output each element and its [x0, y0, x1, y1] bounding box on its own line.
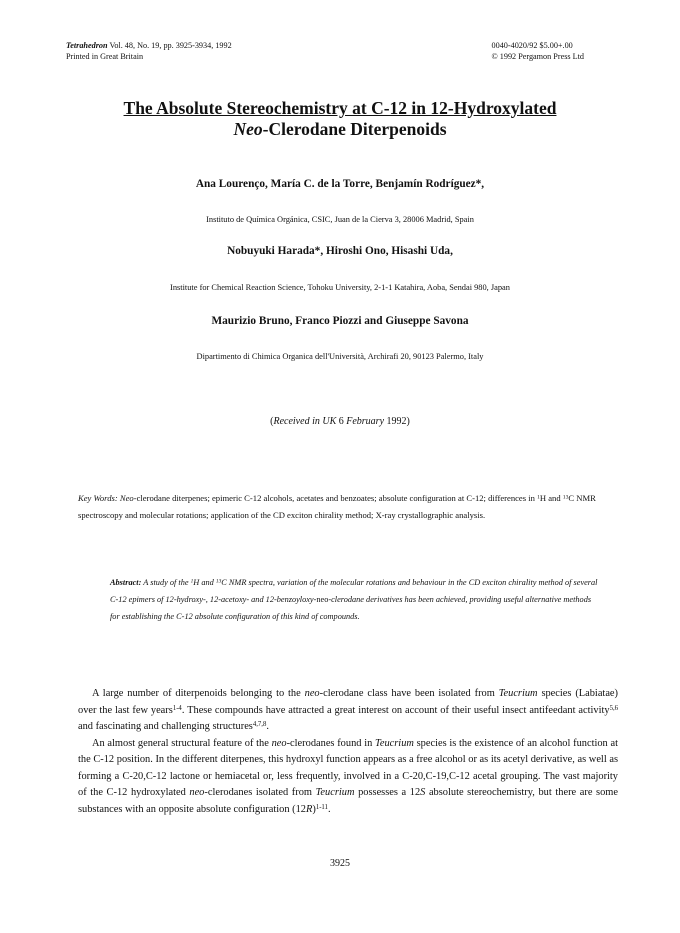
copyright-notice: © 1992 Pergamon Press Ltd [491, 52, 584, 61]
author-group-3: Maurizio Bruno, Franco Piozzi and Giuseppe Savona [211, 315, 469, 327]
keywords: Key Words: Neo-clerodane diterpenes; epimeric C-12 alcohols, acetates and benzoates; absolute configuration at C-12; differences in $^1$H and $^{13}$C NMR spectroscopy and molecular rotations; application of the CD exciton chirality method; X-ray crystallographic analysis. [78, 493, 596, 520]
affiliation-1: Instituto de Química Orgánica, CSIC, Juan de la Cierva 3, 28006 Madrid, Spain [206, 215, 474, 224]
article-body [78, 686, 618, 818]
title-line-2: Neo-Clerodane Diterpenoids [233, 119, 447, 139]
reference-marker: 5,6 [609, 704, 618, 712]
body-paragraph-2: An almost general structural feature of the neo-clerodanes found in Teucrium species is the existence of an alcohol function at the C-12 position. In the different diterpenes, this hydroxyl function appears as a free alcohol or as its acetyl derivative, as well as forming a C-20,C-12 lactone or hemiacetal or, less frequently, involved in a C-20,C-19,C-12 acetal grouping. The vast majority of the C-12 hydroxylated neo-clerodanes isolated from Teucrium possesses a 12S absolute stereochemistry, but there are some substances with an opposite absolute configuration $(12R)^{1-11}$. [78, 737, 618, 815]
page-number: 3925 [330, 858, 350, 869]
received-date: (Received in UK 6 February 1992) [270, 416, 410, 427]
article-title [40, 98, 640, 140]
reference-marker: 1-11 [315, 803, 328, 811]
body-paragraph-1: A large number of diterpenoids belonging to the neo-clerodane class have been isolated from Teucrium species (Labiatae) over the last few years$^{1-4}$. These compounds have attracted a great interest on account of their useful insect antifeedant activity$^{5,6}$ and fascinating and challenging structures$^{4,7,8}$. [78, 688, 619, 732]
keywords-label: Key Words: [78, 493, 118, 503]
reference-marker: 4,7,8 [252, 720, 267, 728]
abstract: Abstract: A study of the $^1$H and $^{13}$C NMR spectra, variation of the molecular rotations and behaviour in the CD exciton chirality method of several C-12 epimers of 12-hydroxy-, 12-acetoxy- and 12-benzoyloxy-neo-clerodane derivatives has been achieved, providing useful alternative methods for establishing the C-12 absolute configuration of this kind of compounds. [110, 578, 598, 621]
issn-price: 0040-4020/92 $5.00+.00 [491, 41, 573, 50]
affiliation-3: Dipartimento di Chimica Organica dell'Università, Archirafi 20, 90123 Palermo, Italy [196, 352, 484, 361]
publisher-header [492, 40, 585, 62]
journal-citation: Vol. 48, No. 19, pp. 3925-3934, 1992 [109, 41, 232, 50]
author-group-1: Ana Lourenço, María C. de la Torre, Benjamín Rodríguez*, [195, 178, 485, 190]
affiliation-2: Institute for Chemical Reaction Science, Tohoku University, 2-1-1 Katahira, Aoba, Sendai 980, Japan [170, 283, 510, 292]
journal-name: Tetrahedron [66, 41, 108, 50]
author-group-2: Nobuyuki Harada*, Hiroshi Ono, Hisashi Uda, [227, 245, 453, 257]
title-line-1: The Absolute Stereochemistry at C-12 in 12-Hydroxylated [123, 98, 557, 118]
abstract-label: Abstract: [110, 578, 142, 587]
printed-in: Printed in Great Britain [66, 52, 144, 61]
reference-marker: 1-4 [172, 704, 182, 712]
journal-header [66, 40, 232, 62]
